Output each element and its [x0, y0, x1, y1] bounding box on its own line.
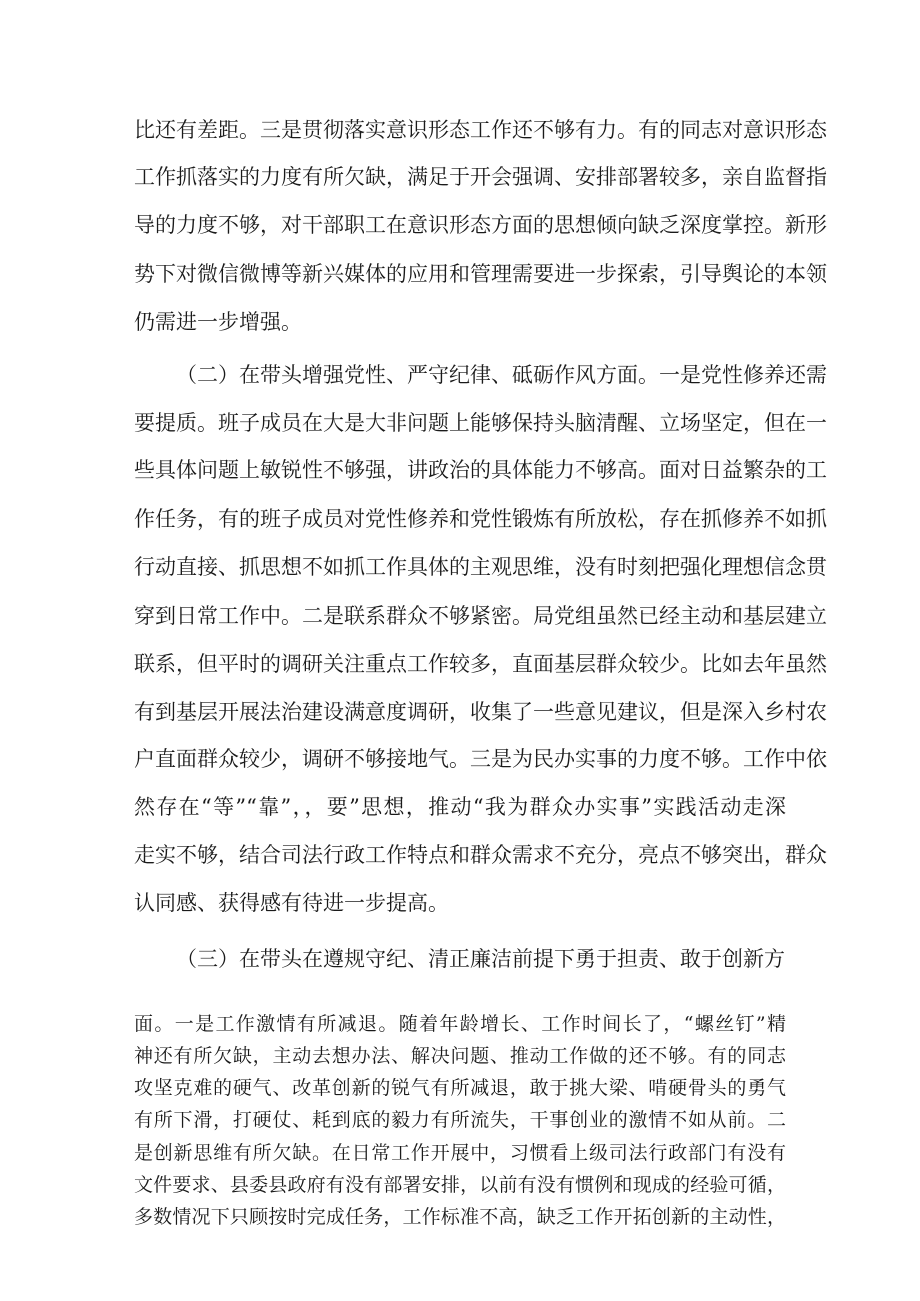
- paragraph-1-line-4: 势下对微信微博等新兴媒体的应用和管理需要进一步探索，引导舆论的本领: [134, 262, 827, 286]
- paragraph-2-line-5: 行动直接、抓思想不如抓工作具体的主观思维，没有时刻把强化理想信念贯: [134, 555, 827, 579]
- paragraph-3-line-1: （三）在带头在遵规守纪、清正廉洁前提下勇于担责、敢于创新方: [176, 947, 785, 971]
- paragraph-4-line-2: 神还有所欠缺，主动去想办法、解决问题、推动工作做的还不够。有的同志: [134, 1045, 786, 1067]
- paragraph-1-line-3: 导的力度不够，对干部职工在意识形态方面的思想倾向缺乏深度掌控。新形: [134, 213, 827, 237]
- paragraph-2-line-9: 户直面群众较少，调研不够接地气。三是为民办实事的力度不够。工作中依: [134, 747, 827, 771]
- paragraph-2-line-4: 作任务，有的班子成员对党性修养和党性锻炼有所放松，存在抓修养不如抓: [134, 507, 827, 531]
- paragraph-4-line-4: 有所下滑，打硬仗、耗到底的毅力有所流失，干事创业的激情不如从前。二: [134, 1109, 786, 1131]
- paragraph-1-line-2: 工作抓落实的力度有所欠缺，满足于开会强调、安排部署较多，亲自监督指: [134, 165, 827, 189]
- paragraph-2-line-8: 有到基层开展法治建设满意度调研，收集了一些意见建议，但是深入乡村农: [134, 700, 827, 724]
- paragraph-2-line-10: 然存在“等”“靠”，，要”思想，推动“我为群众办实事”实践活动走深: [134, 795, 786, 819]
- paragraph-4-line-6: 文件要求、县委县政府有没有部署安排，以前有没有惯例和现成的经验可循，: [134, 1174, 786, 1196]
- paragraph-2-line-2: 要提质。班子成员在大是大非问题上能够保持头脑清醒、立场坚定，但在一: [134, 411, 827, 435]
- paragraph-2-line-3: 些具体问题上敏锐性不够强，讲政治的具体能力不够高。面对日益繁杂的工: [134, 458, 827, 482]
- paragraph-2-line-11: 走实不够，结合司法行政工作特点和群众需求不充分，亮点不够突出，群众: [134, 843, 827, 867]
- paragraph-1-line-1: 比还有差距。三是贯彻落实意识形态工作还不够有力。有的同志对意识形态: [134, 118, 827, 142]
- paragraph-4-line-1: 面。一是工作激情有所减退。随着年龄增长、工作时间长了，“螺丝钉”精: [134, 1013, 786, 1035]
- paragraph-2-line-6: 穿到日常工作中。二是联系群众不够紧密。局党组虽然已经主动和基层建立: [134, 604, 827, 628]
- paragraph-4-line-7: 多数情况下只顾按时完成任务，工作标准不高，缺乏工作开拓创新的主动性，: [134, 1206, 786, 1228]
- paragraph-1-line-5: 仍需进一步增强。: [134, 310, 302, 334]
- paragraph-4-line-5: 是创新思维有所欠缺。在日常工作开展中，习惯看上级司法行政部门有没有: [134, 1142, 786, 1164]
- paragraph-2-line-12: 认同感、获得感有待进一步提高。: [134, 891, 449, 915]
- paragraph-4-line-3: 攻坚克难的硬气、改革创新的锐气有所减退，敢于挑大梁、啃硬骨头的勇气: [134, 1077, 786, 1099]
- paragraph-2-line-7: 联系，但平时的调研关注重点工作较多，直面基层群众较少。比如去年虽然: [134, 652, 827, 676]
- paragraph-2-line-1: （二）在带头增强党性、严守纪律、砥砺作风方面。一是党性修养还需: [176, 363, 827, 387]
